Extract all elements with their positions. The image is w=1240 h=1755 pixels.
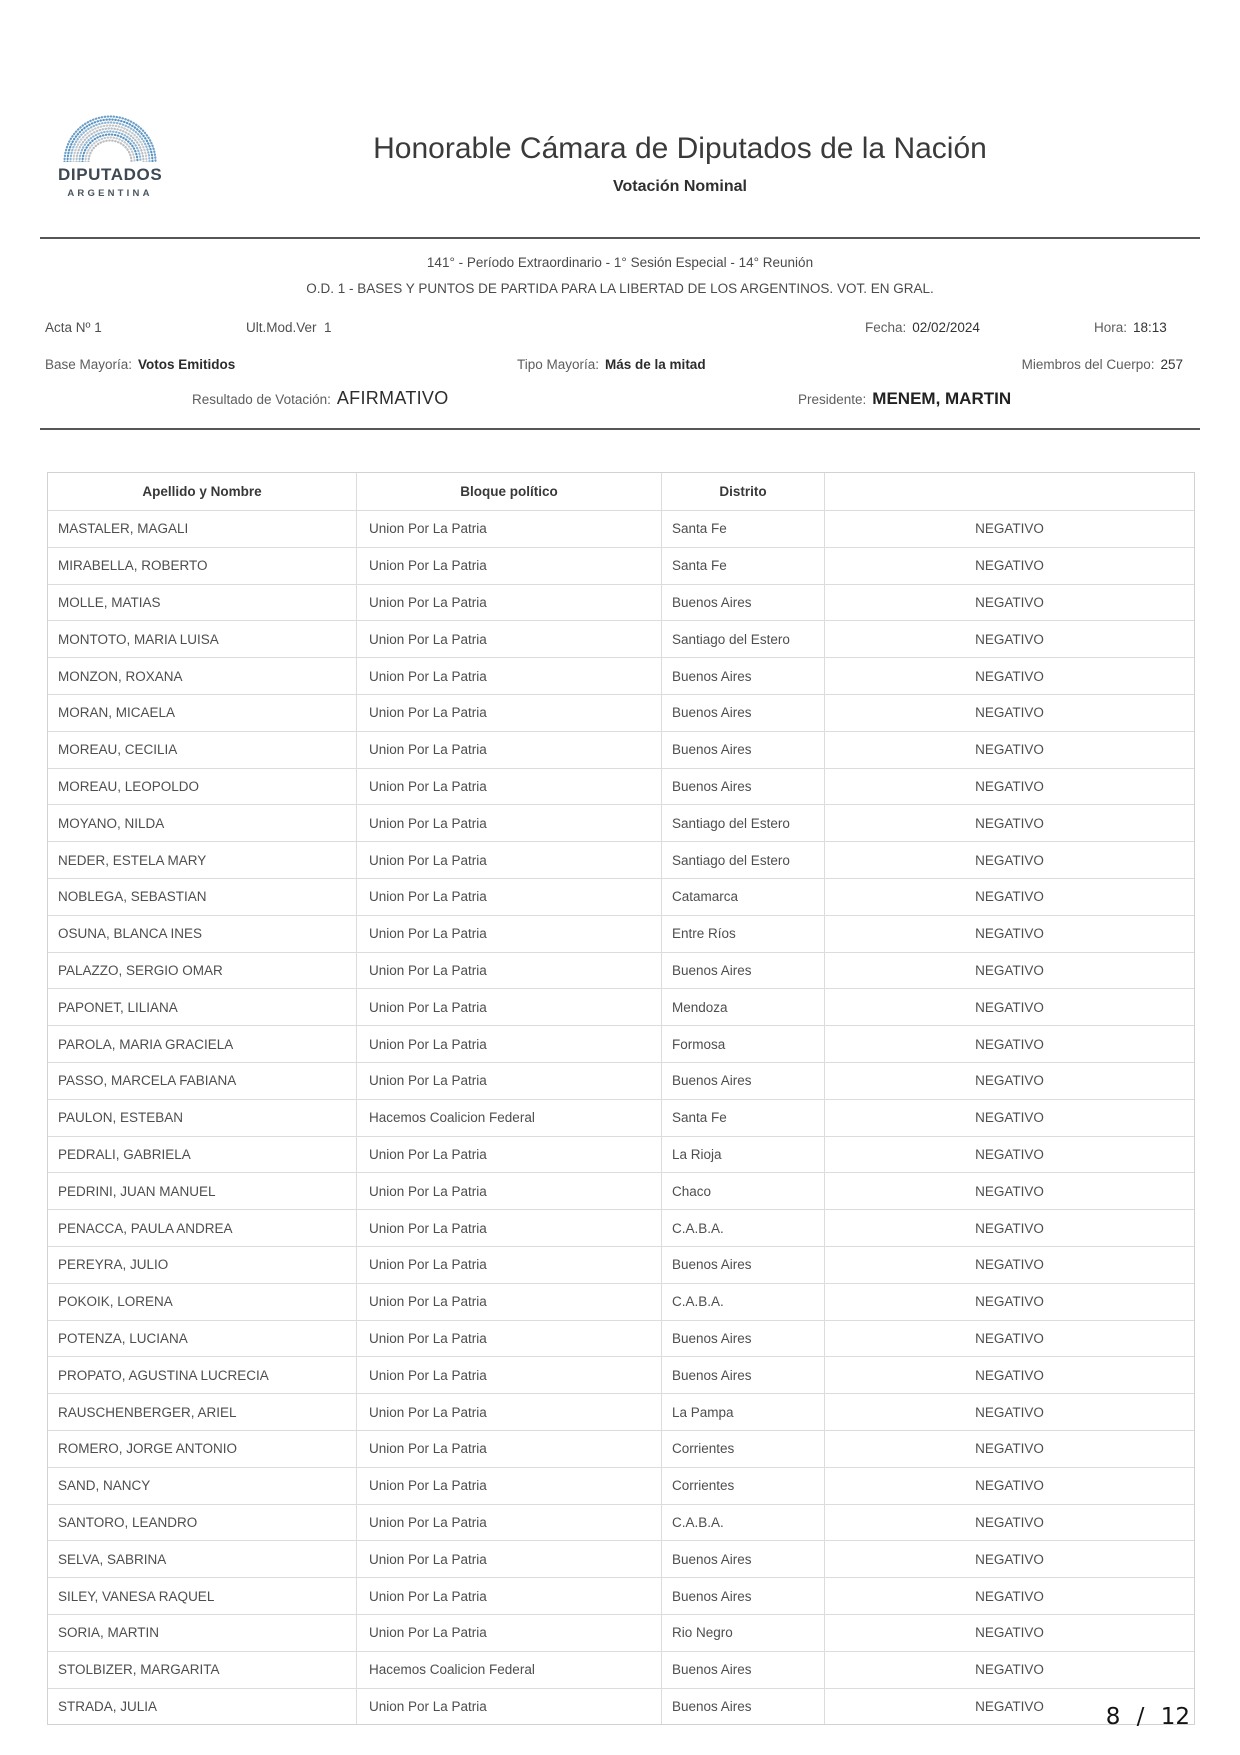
base-mayoria-value: Votos Emitidos: [138, 357, 236, 372]
cell-name: PEDRALI, GABRIELA: [58, 1146, 191, 1162]
cell-vote: NEGATIVO: [824, 1284, 1194, 1320]
page-number: 8 / 12: [1105, 1704, 1190, 1730]
cell-district: Buenos Aires: [661, 1063, 824, 1099]
cell-bloc: Union Por La Patria: [356, 1689, 661, 1725]
cell-bloc: Union Por La Patria: [356, 1284, 661, 1320]
cell-district: Buenos Aires: [661, 695, 824, 731]
cell-bloc: Union Por La Patria: [356, 1468, 661, 1504]
cell-bloc: Union Por La Patria: [356, 805, 661, 841]
cell-vote: NEGATIVO: [824, 548, 1194, 584]
cell-bloc: Union Por La Patria: [356, 548, 661, 584]
cell-name: MOREAU, CECILIA: [58, 742, 178, 758]
cell-bloc: Union Por La Patria: [356, 585, 661, 621]
table-row: [48, 731, 1194, 768]
cell-name: PEREYRA, JULIO: [58, 1257, 169, 1273]
column-header-apellido: Apellido y Nombre: [142, 484, 262, 499]
page-subtitle: Votación Nominal: [613, 178, 747, 195]
cell-vote: NEGATIVO: [824, 1026, 1194, 1062]
cell-name: NOBLEGA, SEBASTIAN: [58, 889, 207, 905]
cell-vote: NEGATIVO: [824, 842, 1194, 878]
cell-bloc: Union Por La Patria: [356, 1173, 661, 1209]
cell-bloc: Union Por La Patria: [356, 1505, 661, 1541]
cell-vote: NEGATIVO: [824, 1541, 1194, 1577]
table-row: [48, 1136, 1194, 1173]
cell-name: MOLLE, MATIAS: [58, 594, 161, 610]
cell-district: Santiago del Estero: [661, 805, 824, 841]
cell-district: C.A.B.A.: [661, 1210, 824, 1246]
presidente-field: [798, 389, 1011, 409]
fecha-field: [865, 320, 980, 335]
cell-district: Santa Fe: [661, 511, 824, 547]
logo-text-diputados: DIPUTADOS: [58, 165, 163, 184]
table-row: [48, 988, 1194, 1025]
cell-name: PROPATO, AGUSTINA LUCRECIA: [58, 1367, 269, 1383]
logo-text-argentina: ARGENTINA: [67, 188, 153, 199]
base-mayoria-label: Base Mayoría:: [45, 357, 133, 372]
cell-district: Buenos Aires: [661, 1578, 824, 1614]
table-row: [48, 1356, 1194, 1393]
cell-bloc: Union Por La Patria: [356, 621, 661, 657]
cell-district: Formosa: [661, 1026, 824, 1062]
session-line: 141° - Período Extraordinario - 1° Sesión Especial - 14° Reunión: [426, 255, 814, 270]
table-row: [48, 915, 1194, 952]
table-row: [48, 1430, 1194, 1467]
hora-field: [1094, 320, 1167, 335]
cell-district: Corrientes: [661, 1468, 824, 1504]
cell-district: Mendoza: [661, 989, 824, 1025]
cell-bloc: Union Por La Patria: [356, 769, 661, 805]
acta-number: Acta Nº 1: [45, 320, 102, 335]
cell-district: Buenos Aires: [661, 732, 824, 768]
cell-bloc: Union Por La Patria: [356, 511, 661, 547]
table-row: [48, 1540, 1194, 1577]
cell-district: Entre Ríos: [661, 916, 824, 952]
cell-bloc: Union Por La Patria: [356, 916, 661, 952]
cell-district: C.A.B.A.: [661, 1284, 824, 1320]
cell-district: Santa Fe: [661, 1100, 824, 1136]
cell-bloc: Union Por La Patria: [356, 989, 661, 1025]
cell-vote: NEGATIVO: [824, 621, 1194, 657]
cell-name: RAUSCHENBERGER, ARIEL: [58, 1404, 237, 1420]
cell-name: PENACCA, PAULA ANDREA: [58, 1220, 233, 1236]
cell-bloc: Union Por La Patria: [356, 1210, 661, 1246]
cell-district: Santiago del Estero: [661, 842, 824, 878]
cell-district: Buenos Aires: [661, 1247, 824, 1283]
cell-name: PAULON, ESTEBAN: [58, 1110, 184, 1126]
table-row: [48, 878, 1194, 915]
table-header-row: [48, 473, 1194, 510]
cell-district: Buenos Aires: [661, 1357, 824, 1393]
miembros-label: Miembros del Cuerpo:: [1021, 357, 1155, 372]
cell-vote: NEGATIVO: [824, 585, 1194, 621]
tipo-mayoria-value: Más de la mitad: [605, 357, 706, 372]
cell-district: Buenos Aires: [661, 1321, 824, 1357]
cell-name: MOREAU, LEOPOLDO: [58, 778, 200, 794]
resultado-value: AFIRMATIVO: [336, 388, 449, 408]
table-row: [48, 768, 1194, 805]
cell-bloc: Union Por La Patria: [356, 1431, 661, 1467]
cell-vote: NEGATIVO: [824, 1137, 1194, 1173]
table-row: [48, 1467, 1194, 1504]
table-row: [48, 1393, 1194, 1430]
cell-bloc: Union Por La Patria: [356, 1026, 661, 1062]
cell-vote: NEGATIVO: [824, 1247, 1194, 1283]
table-row: [48, 804, 1194, 841]
table-row: [48, 1320, 1194, 1357]
table-row: [48, 1504, 1194, 1541]
cell-district: Chaco: [661, 1173, 824, 1209]
cell-vote: NEGATIVO: [824, 879, 1194, 915]
order-of-day-line: O.D. 1 - BASES Y PUNTOS DE PARTIDA PARA LA LIBERTAD DE LOS ARGENTINOS. VOT. EN GRAL.: [306, 281, 934, 296]
cell-bloc: Union Por La Patria: [356, 1321, 661, 1357]
cell-bloc: Union Por La Patria: [356, 842, 661, 878]
cell-bloc: Union Por La Patria: [356, 953, 661, 989]
table-row: [48, 547, 1194, 584]
cell-bloc: Union Por La Patria: [356, 732, 661, 768]
cell-bloc: Union Por La Patria: [356, 1394, 661, 1430]
table-row: [48, 1209, 1194, 1246]
cell-name: PEDRINI, JUAN MANUEL: [58, 1183, 216, 1199]
cell-name: SANTORO, LEANDRO: [58, 1514, 198, 1530]
cell-district: Santiago del Estero: [661, 621, 824, 657]
cell-vote: NEGATIVO: [824, 1468, 1194, 1504]
cell-vote: NEGATIVO: [824, 1173, 1194, 1209]
column-header-distrito: Distrito: [661, 473, 824, 510]
cell-bloc: Union Por La Patria: [356, 1247, 661, 1283]
cell-vote: NEGATIVO: [824, 1689, 1194, 1725]
diputados-logo: [58, 114, 162, 199]
ultmod-version: Ult.Mod.Ver 1: [246, 320, 332, 335]
cell-name: SORIA, MARTIN: [58, 1625, 160, 1641]
cell-name: SAND, NANCY: [58, 1478, 151, 1494]
cell-name: STOLBIZER, MARGARITA: [58, 1662, 220, 1678]
cell-vote: NEGATIVO: [824, 1394, 1194, 1430]
table-row: [48, 1688, 1194, 1725]
cell-bloc: Union Por La Patria: [356, 1615, 661, 1651]
cell-bloc: Union Por La Patria: [356, 1541, 661, 1577]
cell-bloc: Union Por La Patria: [356, 879, 661, 915]
cell-vote: NEGATIVO: [824, 658, 1194, 694]
votes-table: [47, 472, 1195, 1725]
cell-bloc: Hacemos Coalicion Federal: [356, 1100, 661, 1136]
cell-vote: NEGATIVO: [824, 1615, 1194, 1651]
cell-vote: NEGATIVO: [824, 1210, 1194, 1246]
cell-district: Buenos Aires: [661, 1652, 824, 1688]
cell-vote: NEGATIVO: [824, 1505, 1194, 1541]
cell-vote: NEGATIVO: [824, 1357, 1194, 1393]
base-mayoria-field: [45, 357, 235, 372]
cell-vote: NEGATIVO: [824, 953, 1194, 989]
cell-bloc: Hacemos Coalicion Federal: [356, 1652, 661, 1688]
table-row: [48, 1614, 1194, 1651]
cell-district: La Pampa: [661, 1394, 824, 1430]
cell-bloc: Union Por La Patria: [356, 1137, 661, 1173]
cell-district: Rio Negro: [661, 1615, 824, 1651]
table-row: [48, 584, 1194, 621]
table-row: [48, 620, 1194, 657]
cell-vote: NEGATIVO: [824, 1652, 1194, 1688]
hora-label: Hora:: [1094, 320, 1128, 335]
cell-district: Buenos Aires: [661, 1541, 824, 1577]
hora-value: 18:13: [1133, 320, 1167, 335]
cell-name: PAROLA, MARIA GRACIELA: [58, 1036, 234, 1052]
table-row: [48, 657, 1194, 694]
column-header-voto: [824, 473, 1194, 510]
cell-district: Buenos Aires: [661, 658, 824, 694]
cell-district: Buenos Aires: [661, 769, 824, 805]
cell-name: NEDER, ESTELA MARY: [58, 852, 207, 868]
cell-district: Buenos Aires: [661, 953, 824, 989]
cell-vote: NEGATIVO: [824, 1063, 1194, 1099]
table-row: [48, 1577, 1194, 1614]
table-row: [48, 510, 1194, 547]
cell-name: MIRABELLA, ROBERTO: [58, 558, 208, 574]
cell-bloc: Union Por La Patria: [356, 1063, 661, 1099]
table-row: [48, 694, 1194, 731]
table-row: [48, 1062, 1194, 1099]
presidente-value: MENEM, MARTIN: [872, 389, 1012, 408]
cell-name: PAPONET, LILIANA: [58, 999, 178, 1015]
cell-district: La Rioja: [661, 1137, 824, 1173]
cell-vote: NEGATIVO: [824, 732, 1194, 768]
presidente-label: Presidente:: [798, 392, 867, 407]
fecha-value: 02/02/2024: [912, 320, 980, 335]
cell-bloc: Union Por La Patria: [356, 1578, 661, 1614]
table-row: [48, 1246, 1194, 1283]
cell-vote: NEGATIVO: [824, 989, 1194, 1025]
table-row: [48, 952, 1194, 989]
cell-vote: NEGATIVO: [824, 511, 1194, 547]
cell-bloc: Union Por La Patria: [356, 658, 661, 694]
cell-vote: NEGATIVO: [824, 1321, 1194, 1357]
table-row: [48, 1283, 1194, 1320]
divider-top: [40, 237, 1200, 239]
column-header-bloque: Bloque político: [356, 473, 661, 510]
cell-district: Buenos Aires: [661, 1689, 824, 1725]
cell-vote: NEGATIVO: [824, 805, 1194, 841]
miembros-field: [1022, 357, 1183, 372]
cell-name: MORAN, MICAELA: [58, 705, 176, 721]
cell-bloc: Union Por La Patria: [356, 695, 661, 731]
miembros-value: 257: [1160, 357, 1183, 372]
cell-name: PALAZZO, SERGIO OMAR: [58, 962, 223, 978]
cell-vote: NEGATIVO: [824, 695, 1194, 731]
cell-vote: NEGATIVO: [824, 769, 1194, 805]
cell-name: OSUNA, BLANCA INES: [58, 926, 203, 942]
cell-name: POTENZA, LUCIANA: [58, 1330, 188, 1346]
cell-name: MONZON, ROXANA: [58, 668, 183, 684]
cell-bloc: Union Por La Patria: [356, 1357, 661, 1393]
table-row: [48, 841, 1194, 878]
cell-name: ROMERO, JORGE ANTONIO: [58, 1441, 238, 1457]
tipo-mayoria-field: [517, 357, 706, 372]
cell-district: Corrientes: [661, 1431, 824, 1467]
cell-vote: NEGATIVO: [824, 1100, 1194, 1136]
divider-bottom: [40, 428, 1200, 430]
cell-district: Catamarca: [661, 879, 824, 915]
cell-vote: NEGATIVO: [824, 1431, 1194, 1467]
table-row: [48, 1025, 1194, 1062]
cell-name: MASTALER, MAGALI: [58, 521, 189, 537]
cell-name: SILEY, VANESA RAQUEL: [58, 1588, 215, 1604]
cell-district: Santa Fe: [661, 548, 824, 584]
cell-name: MOYANO, NILDA: [58, 815, 165, 831]
table-body: [48, 510, 1194, 1724]
cell-district: Buenos Aires: [661, 585, 824, 621]
table-row: [48, 1172, 1194, 1209]
cell-vote: NEGATIVO: [824, 1578, 1194, 1614]
tipo-mayoria-label: Tipo Mayoría:: [517, 357, 600, 372]
cell-name: SELVA, SABRINA: [58, 1551, 167, 1567]
cell-name: POKOIK, LORENA: [58, 1294, 173, 1310]
resultado-field: [192, 388, 449, 409]
cell-name: STRADA, JULIA: [58, 1698, 158, 1714]
cell-name: PASSO, MARCELA FABIANA: [58, 1073, 237, 1089]
diputados-arch-icon: [62, 114, 158, 162]
resultado-label: Resultado de Votación:: [192, 392, 331, 407]
table-row: [48, 1651, 1194, 1688]
cell-name: MONTOTO, MARIA LUISA: [58, 631, 219, 647]
fecha-label: Fecha:: [865, 320, 907, 335]
cell-district: C.A.B.A.: [661, 1505, 824, 1541]
table-row: [48, 1099, 1194, 1136]
cell-vote: NEGATIVO: [824, 916, 1194, 952]
page-title: Honorable Cámara de Diputados de la Nación: [373, 132, 987, 165]
